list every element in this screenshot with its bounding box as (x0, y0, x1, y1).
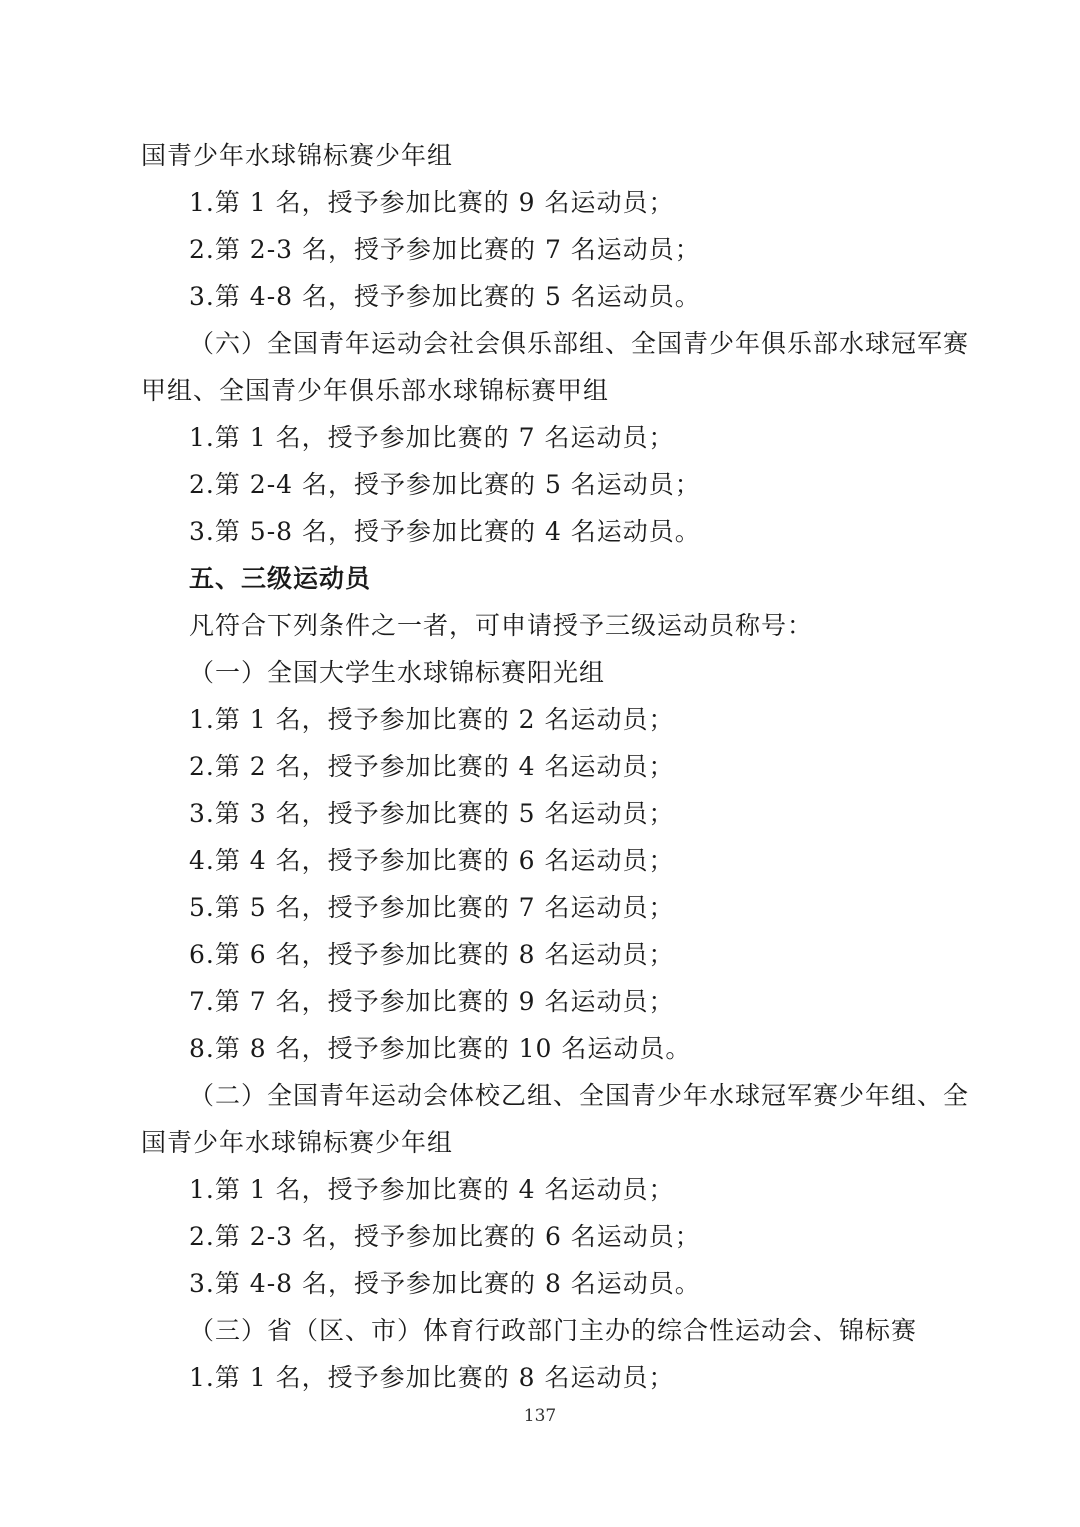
subsection-3-title: （三）省（区、市）体育行政部门主办的综合性运动会、锦标赛 (189, 1316, 918, 1345)
rank-1-item: 1.第 1 名，授予参加比赛的 8 名运动员； (189, 1363, 675, 1392)
rank-3-item: 3.第 3 名，授予参加比赛的 5 名运动员； (189, 799, 675, 828)
rank-1-item: 1.第 1 名，授予参加比赛的 9 名运动员； (189, 188, 675, 217)
rank-5-8-item: 3.第 5-8 名，授予参加比赛的 4 名运动员。 (189, 517, 701, 546)
subsection-2-title: （二）全国青年运动会体校乙组、全国青少年水球冠军赛少年组、全 (189, 1081, 970, 1110)
page-number: 137 (523, 1406, 557, 1426)
rank-2-3-item: 2.第 2-3 名，授予参加比赛的 6 名运动员； (189, 1222, 701, 1251)
rank-1-item: 1.第 1 名，授予参加比赛的 2 名运动员； (189, 705, 675, 734)
subsection-2-title-continued: 国青少年水球锦标赛少年组 (141, 1128, 454, 1157)
subsection-1-title: （一）全国大学生水球锦标赛阳光组 (189, 658, 606, 687)
rank-2-4-item: 2.第 2-4 名，授予参加比赛的 5 名运动员； (189, 470, 701, 499)
rank-4-8-item: 3.第 4-8 名，授予参加比赛的 8 名运动员。 (189, 1269, 701, 1298)
rank-8-item: 8.第 8 名，授予参加比赛的 10 名运动员。 (189, 1034, 692, 1063)
rank-1-item: 1.第 1 名，授予参加比赛的 4 名运动员； (189, 1175, 675, 1204)
rank-5-item: 5.第 5 名，授予参加比赛的 7 名运动员； (189, 893, 675, 922)
rank-2-item: 2.第 2 名，授予参加比赛的 4 名运动员； (189, 752, 675, 781)
rank-7-item: 7.第 7 名，授予参加比赛的 9 名运动员； (189, 987, 675, 1016)
rank-4-item: 4.第 4 名，授予参加比赛的 6 名运动员； (189, 846, 675, 875)
continued-group-title-line: 国青少年水球锦标赛少年组 (141, 141, 454, 170)
section-6-title: （六）全国青年运动会社会俱乐部组、全国青少年俱乐部水球冠军赛 (189, 329, 970, 358)
rank-4-8-item: 3.第 4-8 名，授予参加比赛的 5 名运动员。 (189, 282, 701, 311)
section-heading-third-level: 五、三级运动员 (189, 564, 372, 593)
rank-1-item: 1.第 1 名，授予参加比赛的 7 名运动员； (189, 423, 675, 452)
eligibility-intro: 凡符合下列条件之一者，可申请授予三级运动员称号： (189, 611, 814, 640)
rank-2-3-item: 2.第 2-3 名，授予参加比赛的 7 名运动员； (189, 235, 701, 264)
rank-6-item: 6.第 6 名，授予参加比赛的 8 名运动员； (189, 940, 675, 969)
section-6-title-continued: 甲组、全国青少年俱乐部水球锦标赛甲组 (141, 376, 610, 405)
